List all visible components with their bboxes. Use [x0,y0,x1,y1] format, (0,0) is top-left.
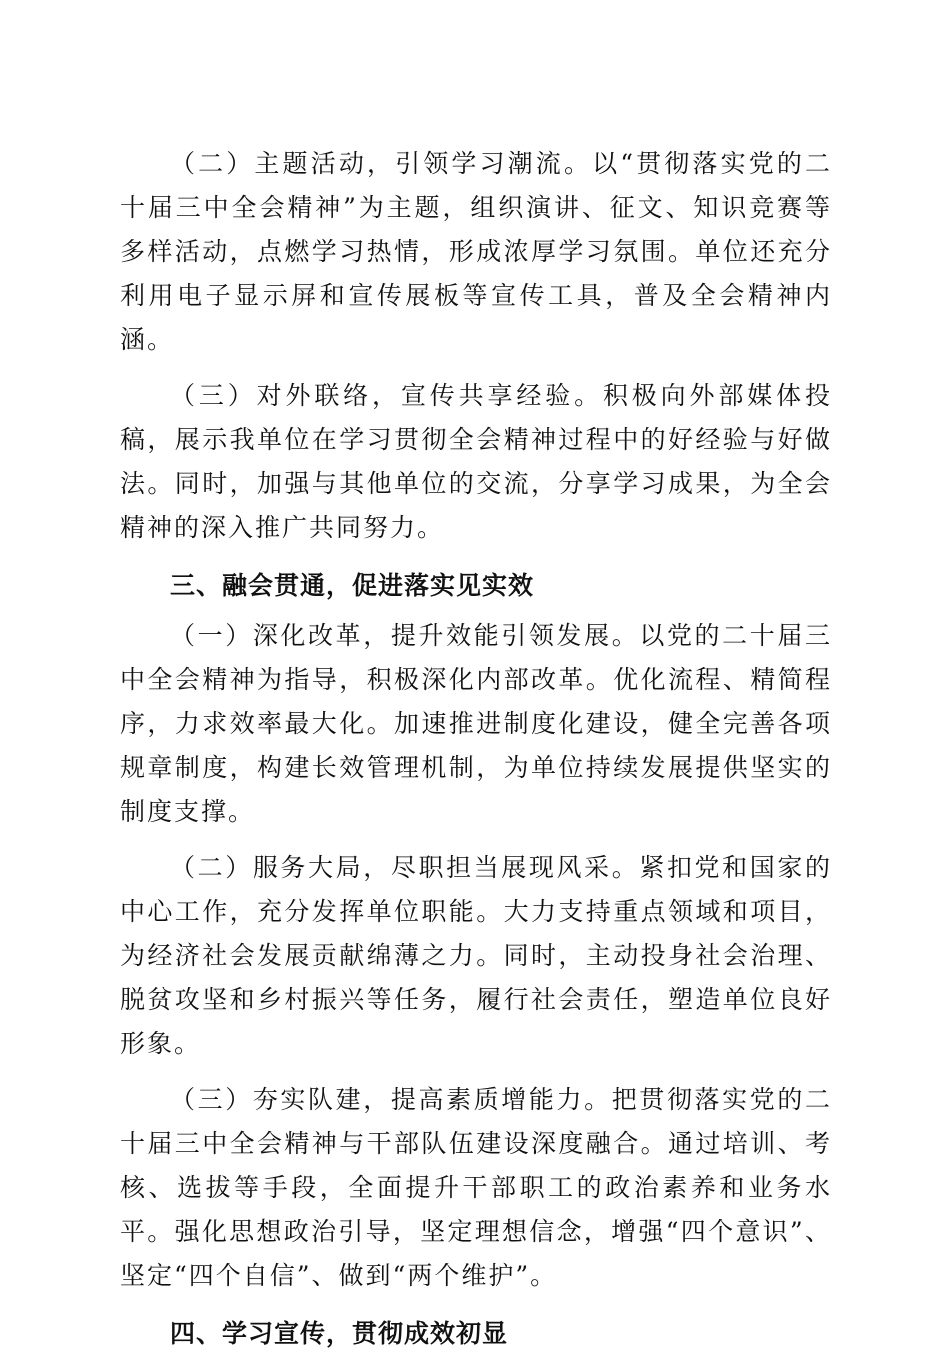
document-body [120,142,832,1362]
paragraph-serve-overall: （二）服务大局，尽职担当展现风采。紧扣党和国家的中心工作，充分发挥单位职能。大力支持重点领域和项目，为经济社会发展贡献绵薄之力。同时，主动投身社会治理、脱贫攻坚和乡村振兴等任务，履行社会责任，塑造单位良好形象。 [120,853,832,1058]
paragraph-theme-activities: （二）主题活动，引领学习潮流。以“贯彻落实党的二十届三中全会精神”为主题，组织演讲、征文、知识竞赛等多样活动，点燃学习热情，形成浓厚学习氛围。单位还充分利用电子显示屏和宣传展板等宣传工具，普及全会精神内涵。 [120,149,832,354]
paragraph-team-building: （三）夯实队建，提高素质增能力。把贯彻落实党的二十届三中全会精神与干部队伍建设深度融合。通过培训、考核、选拔等手段，全面提升干部职工的政治素养和业务水平。强化思想政治引导，坚定理想信念，增强“四个意识”、坚定“四个自信”、做到“两个维护”。 [120,1085,832,1290]
section-heading-4: 四、学习宣传，贯彻成效初显 [170,1319,509,1348]
paragraph-deepen-reform: （一）深化改革，提升效能引领发展。以党的二十届三中全会精神为指导，积极深化内部改革。优化流程、精简程序，力求效率最大化。加速推进制度化建设，健全完善各项规章制度，构建长效管理机制，为单位持续发展提供坚实的制度支撑。 [120,621,832,826]
section-heading-3: 三、融会贯通，促进落实见实效 [170,571,535,600]
paragraph-external-liaison: （三）对外联络，宣传共享经验。积极向外部媒体投稿，展示我单位在学习贯彻全会精神过程中的好经验与好做法。同时，加强与其他单位的交流，分享学习成果，为全会精神的深入推广共同努力。 [120,381,832,542]
